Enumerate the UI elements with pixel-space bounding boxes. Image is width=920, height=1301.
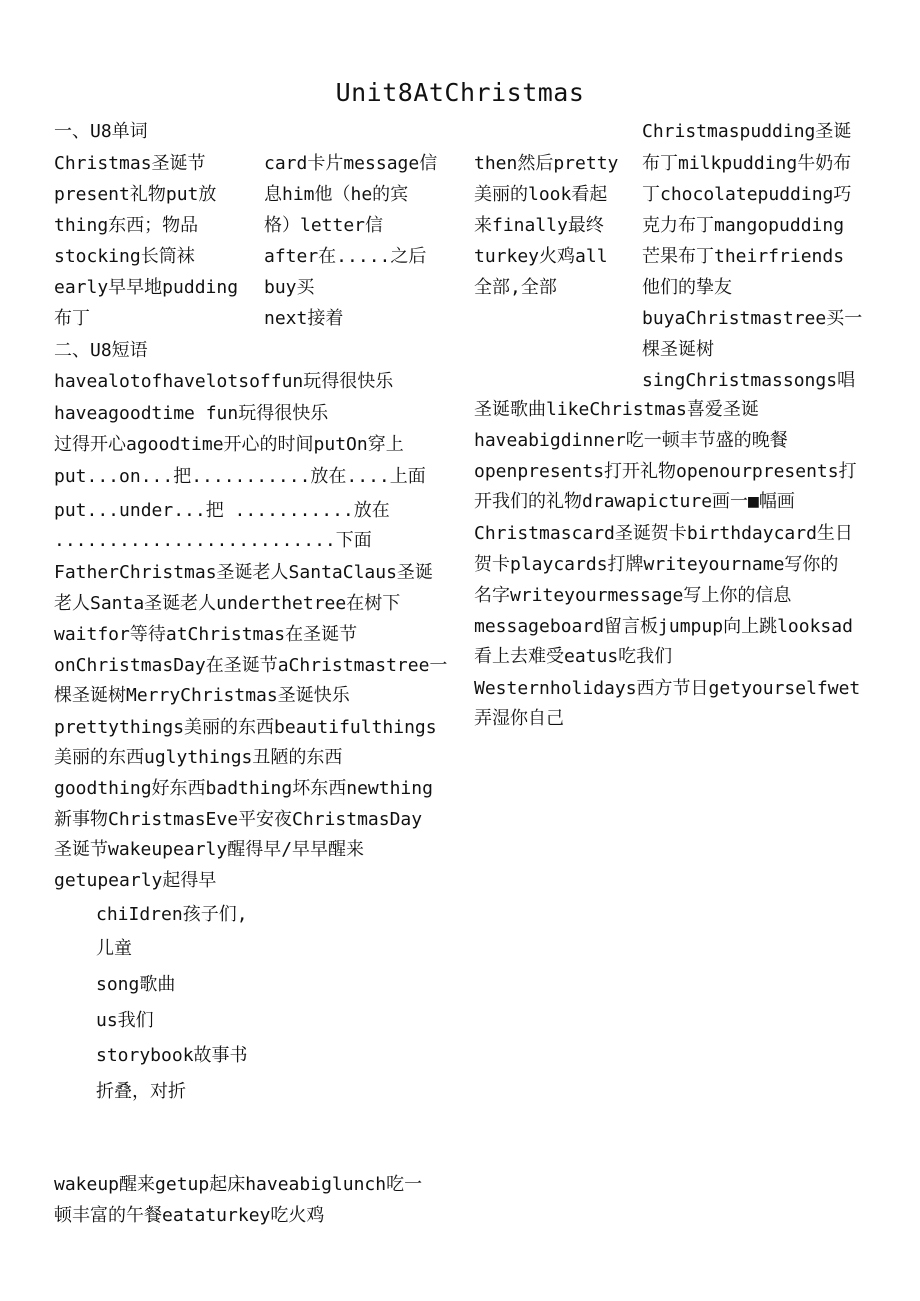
text-line: messageboard留言板jumpup向上跳looksad	[474, 616, 853, 637]
text-line: 格）letter信	[264, 215, 384, 236]
text-line: thing东西；物品	[54, 215, 199, 236]
text-line: 老人Santa圣诞老人underthetree在树下	[54, 593, 401, 614]
text-line: 全部,全部	[474, 277, 557, 298]
text-line: singChristmassongs唱	[642, 370, 856, 391]
text-line: 棵圣诞树MerryChristmas圣诞快乐	[54, 685, 350, 706]
text-line: 布丁	[54, 308, 90, 329]
text-line: ..........................下面	[54, 530, 372, 551]
text-line: 名字writeyourmessage写上你的信息	[474, 585, 792, 606]
text-line: Christmas圣诞节	[54, 153, 206, 174]
text-line: 过得开心agoodtime开心的时间putOn穿上	[54, 434, 404, 455]
text-line: put...on...把...........放在....上面	[54, 466, 426, 487]
text-line: Christmascard圣诞贺卡birthdaycard生日	[474, 523, 853, 544]
text-line: 新事物ChristmasEve平安夜ChristmasDay	[54, 809, 423, 830]
text-line: 美丽的look看起	[474, 184, 608, 205]
text-line: buyaChristmastree买一	[642, 308, 863, 329]
heading-words: 一、U8单词	[54, 121, 148, 142]
text-line: onChristmasDay在圣诞节aChristmastree一	[54, 655, 448, 676]
text-line: 来finally最终	[474, 215, 604, 236]
page-title: Unit8AtChristmas	[335, 78, 585, 107]
text-line: openpresents打开礼物openourpresents打	[474, 461, 857, 482]
text-line: 棵圣诞树	[642, 339, 714, 360]
text-line: 顿丰富的午餐eataturkey吃火鸡	[54, 1205, 325, 1226]
text-line: goodthing好东西badthing坏东西newthing	[54, 778, 433, 799]
text-line: turkey火鸡all	[474, 246, 608, 267]
text-line: 圣诞节wakeupearly醒得早/早早醒来	[54, 839, 365, 860]
text-line: 克力布丁mangopudding	[642, 215, 845, 236]
text-line: 折叠，对折	[96, 1081, 186, 1102]
text-line: 息him他（he的宾	[264, 184, 409, 205]
text-line: prettythings美丽的东西beautifulthings	[54, 717, 437, 738]
text-line: early早早地pudding	[54, 277, 239, 298]
text-line: after在.....之后	[264, 246, 427, 267]
text-line: Westernholidays西方节日getyourselfwet	[474, 678, 861, 699]
text-line: 他们的挚友	[642, 277, 732, 298]
text-line: song歌曲	[96, 974, 176, 995]
text-line: buy买	[264, 277, 315, 298]
text-line: waitfor等待atChristmas在圣诞节	[54, 624, 358, 645]
text-line: FatherChristmas圣诞老人SantaClaus圣诞	[54, 562, 433, 583]
text-line: 布丁milkpudding牛奶布	[642, 153, 852, 174]
text-line: wakeup醒来getup起床haveabiglunch吃一	[54, 1174, 423, 1195]
text-line: next接着	[264, 308, 344, 329]
text-line: 开我们的礼物drawapicture画一■幅画	[474, 491, 795, 512]
text-line: 圣诞歌曲likeChristmas喜爱圣诞	[474, 399, 759, 420]
text-line: put...under...把 ...........放在	[54, 500, 390, 521]
text-line: havealotofhavelotsoffun玩得很快乐	[54, 371, 394, 392]
text-line: 弄湿你自己	[474, 708, 564, 729]
text-line: haveabigdinner吃一顿丰节盛的晚餐	[474, 430, 788, 451]
text-line: then然后pretty	[474, 153, 619, 174]
text-line: card卡片message信	[264, 153, 438, 174]
text-line: 儿童	[96, 938, 132, 959]
text-line: stocking长筒袜	[54, 246, 195, 267]
text-line: haveagoodtime fun玩得很快乐	[54, 403, 329, 424]
text-line: 看上去难受eatus吃我们	[474, 646, 673, 667]
text-line: 丁chocolatepudding巧	[642, 184, 852, 205]
heading-phrases: 二、U8短语	[54, 340, 148, 361]
text-line: 美丽的东西uglythings丑陋的东西	[54, 747, 343, 768]
text-line: Christmaspudding圣诞	[642, 121, 852, 142]
text-line: chiIdren孩子们,	[96, 904, 248, 925]
text-line: present礼物put放	[54, 184, 217, 205]
text-line: us我们	[96, 1010, 154, 1031]
text-line: 芒果布丁theirfriends	[642, 246, 845, 267]
text-line: 贺卡playcards打牌writeyourname写你的	[474, 554, 839, 575]
text-line: getupearly起得早	[54, 870, 217, 891]
text-line: storybook故事书	[96, 1045, 248, 1066]
